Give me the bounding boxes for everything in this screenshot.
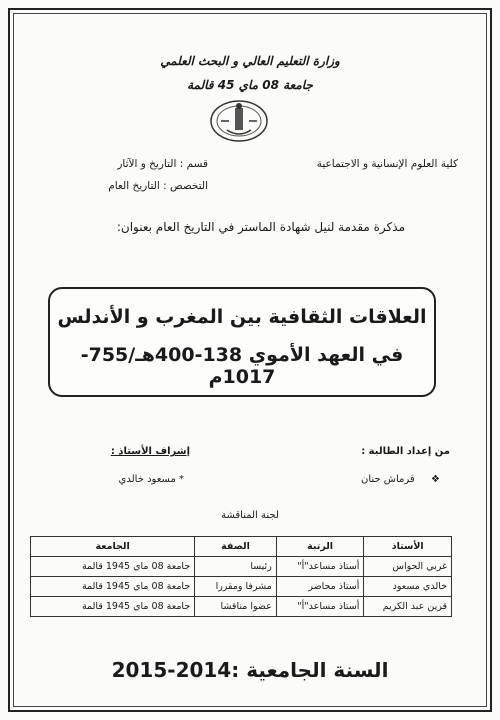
committee-table [30,536,452,617]
thesis-title-line2: في العهد الأموي 138-400هـ/755-1017م [80,344,404,388]
ministry-title: وزارة التعليم العالي و البحث العلمي [160,54,340,68]
cell-professor: قرين عبد الكريم [364,597,452,617]
prepared-by-label: من إعداد الطالبة : [361,446,450,457]
faculty-name: كلية العلوم الإنسانية و الاجتماعية [316,158,458,170]
table-row [31,557,452,577]
cell-role: عضوا مناقشا [195,597,277,617]
table-row [31,577,452,597]
header-rank: الرتبة [276,537,364,557]
header-professor: الأستاذ [364,537,452,557]
header-role: الصفة [195,537,277,557]
supervisor-name: مسعود خالدي [118,474,176,485]
header-university: الجامعة [31,537,195,557]
table-header-row [31,537,452,557]
department-name: قسم : التاريخ و الآثار [117,158,208,170]
committee-label: لجنة المناقشة [221,510,279,521]
student-name: قرماش حنان [360,474,415,485]
cell-professor: خالدي مسعود [364,577,452,597]
cell-university: جامعة 08 ماي 1945 قالمة [31,597,195,617]
cell-university: جامعة 08 ماي 1945 قالمة [31,557,195,577]
cell-university: جامعة 08 ماي 1945 قالمة [31,577,195,597]
supervisor-bullet-icon: * [179,474,184,485]
supervisor-entry [119,474,184,485]
university-logo-icon [207,96,271,146]
cell-role: رئيسا [195,557,277,577]
cell-rank: أستاذ محاضر [276,577,364,597]
cell-role: مشرفا ومقررا [195,577,277,597]
thesis-title-line1: العلاقات الثقافية بين المغرب و الأندلس [57,306,427,328]
specialty-name: التخصص : التاريخ العام [108,180,208,192]
memo-intro: مذكرة مقدمة لنيل شهادة الماستر في التاريخ العام بعنوان: [116,220,405,234]
student-entry [361,474,440,485]
table-row [31,597,452,617]
student-bullet-icon: ❖ [431,474,440,485]
cell-rank: أستاذ مساعد"أ" [276,557,364,577]
university-title: جامعة 08 ماي 45 قالمة [187,78,313,92]
cell-rank: أستاذ مساعد"أ" [276,597,364,617]
cell-professor: غربي الحواس [364,557,452,577]
supervisor-label: إشراف الأستاذ : [110,446,190,457]
academic-year: السنة الجامعية :2014-2015 [111,658,389,682]
